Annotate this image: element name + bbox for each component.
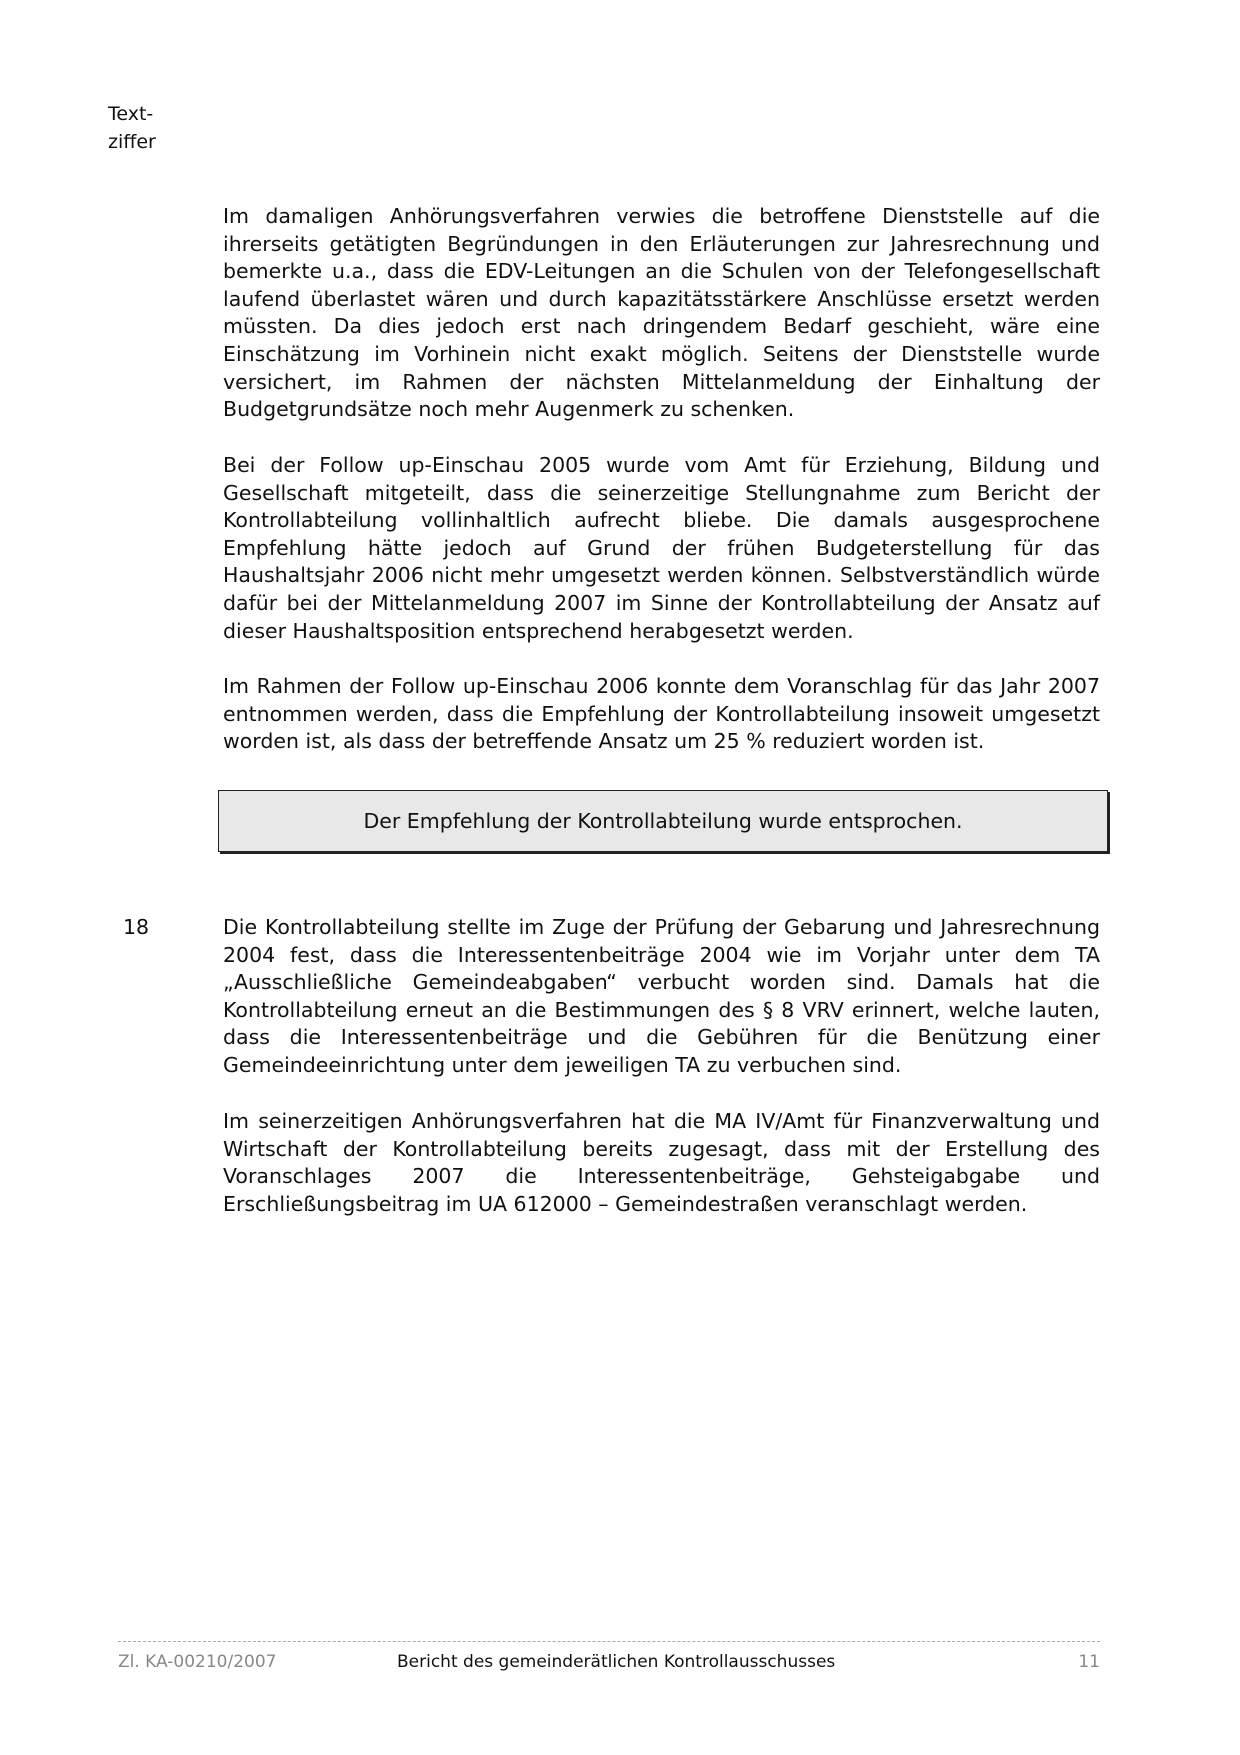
textziffer-column-label: [108, 100, 156, 156]
textziffer-label-line-2: ziffer: [108, 131, 156, 153]
paragraph-18-2: Im seinerzeitigen Anhörungsverfahren hat die MA IV/Amt für Finanzverwaltung und Wirtschaft der Kontrollabteilung bereits zugesagt, dass mit der Erstellung des Voranschlages 2007 die Interessentenbeiträge, Gehsteigabgabe und Erschließungsbeitrag im UA 612000 – Gemeindestraßen veranschlagt werden.: [223, 1109, 1100, 1216]
footer-reference: Zl. KA-00210/2007: [118, 1652, 277, 1672]
footer-divider: [118, 1641, 1100, 1642]
page-number: 11: [1078, 1652, 1100, 1672]
recommendation-status-text: Der Empfehlung der Kontrollabteilung wurde entsprochen.: [363, 809, 963, 833]
recommendation-status-box: [218, 790, 1108, 852]
textziffer-label-line-1: Text-: [108, 103, 154, 125]
paragraph-18-1: Die Kontrollabteilung stellte im Zuge der Prüfung der Gebarung und Jahresrechnung 2004 fest, dass die Interessentenbeiträge 2004 wie im Vorjahr unter dem TA „Ausschließliche Gemeindeabgaben“ verbucht worden sind. Damals hat die Kontrollabteilung erneut an die Bestimmungen des § 8 VRV erinnert, welche lauten, dass die Interessentenbeiträge und die Gebühren für die Benützung einer Gemeindeeinrichtung unter dem jeweiligen TA zu verbuchen sind.: [223, 915, 1100, 1077]
textziffer-number-18: 18: [123, 915, 150, 939]
paragraph-17-2: Bei der Follow up-Einschau 2005 wurde vom Amt für Erziehung, Bildung und Gesellschaft mitgeteilt, dass die seinerzeitige Stellungnahme zum Bericht der Kontrollabteilung vollinhaltlich aufrecht bliebe. Die damals ausgesprochene Empfehlung hätte jedoch auf Grund der frühen Budgeterstellung für das Haushaltsjahr 2006 nicht mehr umgesetzt werden können. Selbstverständlich würde dafür bei der Mittelanmeldung 2007 im Sinne der Kontrollabteilung der Ansatz auf dieser Haushaltsposition entsprechend herabgesetzt werden.: [223, 453, 1100, 643]
footer-report-title: Bericht des gemeinderätlichen Kontrollausschusses: [397, 1652, 836, 1672]
paragraph-17-3: Im Rahmen der Follow up-Einschau 2006 konnte dem Voranschlag für das Jahr 2007 entnommen werden, dass die Empfehlung der Kontrollabteilung insoweit umgesetzt worden ist, als dass der betreffende Ansatz um 25 % reduziert worden ist.: [223, 674, 1100, 754]
paragraph-17-1: Im damaligen Anhörungsverfahren verwies die betroffene Dienststelle auf die ihrerseits getätigten Begründungen in den Erläuterungen zur Jahresrechnung und bemerkte u.a., dass die EDV-Leitungen an die Schulen von der Telefongesellschaft laufend überlastet wären und durch kapazitätsstärkere Anschlüsse ersetzt werden müssten. Da dies jedoch erst nach dringendem Bedarf geschieht, wäre eine Einschätzung im Vorhinein nicht exakt möglich. Seitens der Dienststelle wurde versichert, im Rahmen der nächsten Mittelanmeldung der Einhaltung der Budgetgrundsätze noch mehr Augenmerk zu schenken.: [223, 204, 1100, 422]
